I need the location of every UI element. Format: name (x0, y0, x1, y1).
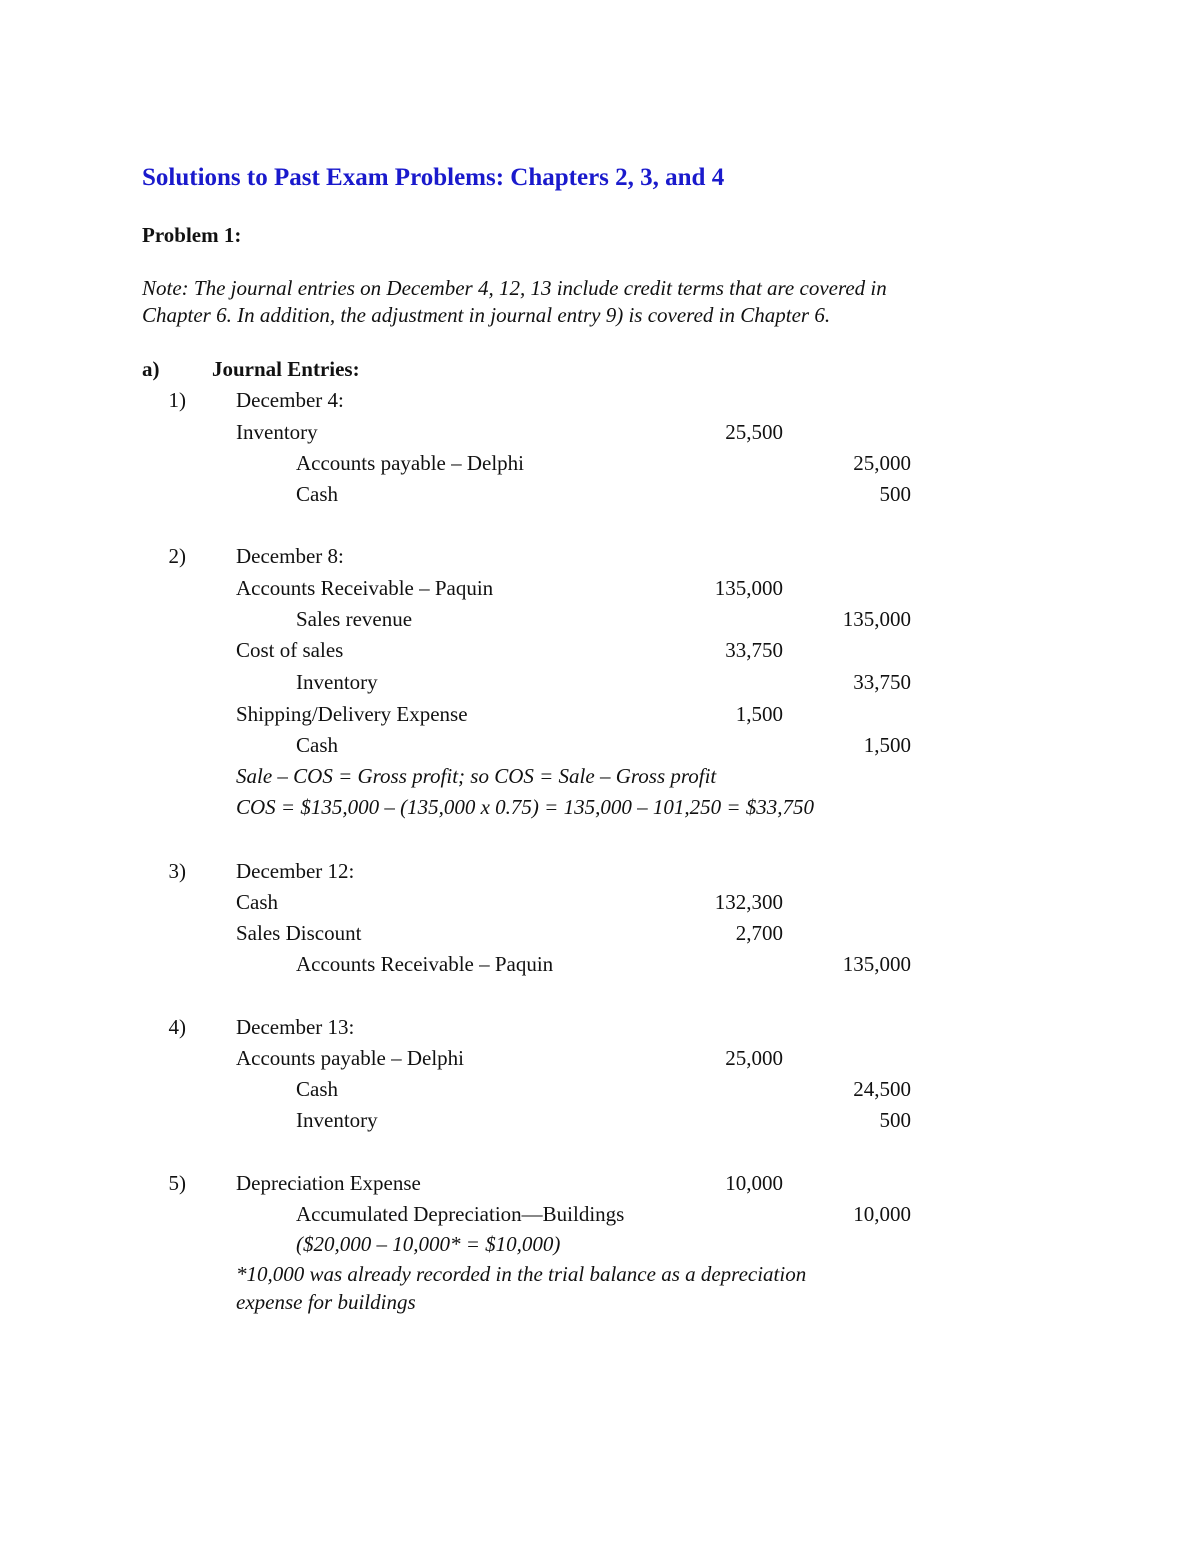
credit-amount: 135,000 (842, 607, 911, 631)
entry-date: December 12: (236, 859, 355, 883)
account-name: Accounts payable – Delphi (296, 451, 525, 475)
account-name: Inventory (296, 670, 378, 694)
debit-amount: 33,750 (725, 638, 783, 662)
account-name: Inventory (296, 1108, 378, 1132)
credit-amount: 500 (879, 1108, 911, 1132)
account-name: Accounts payable – Delphi (236, 1046, 465, 1070)
debit-amount: 25,500 (725, 420, 783, 444)
problem-heading: Problem 1: (142, 223, 242, 247)
calculation-note: COS = $135,000 – (135,000 x 0.75) = 135,000 – 101,250 = $33,750 (236, 795, 814, 819)
credit-amount: 500 (879, 482, 911, 506)
account-name: Sales revenue (296, 607, 413, 631)
account-name: Cash (296, 482, 338, 506)
account-name: Cost of sales (236, 638, 344, 662)
debit-amount: 1,500 (735, 702, 783, 726)
credit-amount: 10,000 (853, 1202, 911, 1226)
calculation-note: expense for buildings (236, 1290, 416, 1314)
entry-number: 4) (168, 1015, 186, 1039)
account-name: Inventory (236, 420, 318, 444)
page-title: Solutions to Past Exam Problems: Chapters 2, 3, and 4 (142, 164, 725, 191)
entry-number: 5) (168, 1171, 186, 1195)
note-line: Chapter 6. In addition, the adjustment in journal entry 9) is covered in Chapter 6. (142, 303, 831, 327)
entry-number: 3) (168, 859, 186, 883)
calculation-note: ($20,000 – 10,000* = $10,000) (296, 1232, 561, 1256)
credit-amount: 24,500 (853, 1077, 911, 1101)
note-line: Note: The journal entries on December 4, 12, 13 include credit terms that are covered in (142, 276, 887, 300)
account-name: Cash (296, 733, 338, 757)
calculation-note: Sale – COS = Gross profit; so COS = Sale – Gross profit (236, 764, 717, 788)
calculation-note: *10,000 was already recorded in the trial balance as a depreciation (236, 1262, 807, 1286)
section-heading: Journal Entries: (212, 357, 360, 381)
credit-amount: 25,000 (853, 451, 911, 475)
account-name: Accumulated Depreciation—Buildings (296, 1202, 625, 1226)
account-name: Shipping/Delivery Expense (236, 702, 468, 726)
account-name: Accounts Receivable – Paquin (296, 952, 554, 976)
account-name: Cash (296, 1077, 338, 1101)
debit-amount: 10,000 (725, 1171, 783, 1195)
debit-amount: 132,300 (714, 890, 783, 914)
account-name: Depreciation Expense (236, 1171, 421, 1195)
debit-amount: 25,000 (725, 1046, 783, 1070)
credit-amount: 1,500 (863, 733, 911, 757)
account-name: Sales Discount (236, 921, 362, 945)
entry-date: December 4: (236, 388, 344, 412)
section-label: a) (142, 357, 160, 381)
credit-amount: 33,750 (853, 670, 911, 694)
entry-number: 1) (168, 388, 186, 412)
debit-amount: 135,000 (714, 576, 783, 600)
credit-amount: 135,000 (842, 952, 911, 976)
account-name: Accounts Receivable – Paquin (236, 576, 494, 600)
entry-date: December 8: (236, 544, 344, 568)
entry-date: December 13: (236, 1015, 355, 1039)
debit-amount: 2,700 (735, 921, 783, 945)
account-name: Cash (236, 890, 278, 914)
entry-number: 2) (168, 544, 186, 568)
